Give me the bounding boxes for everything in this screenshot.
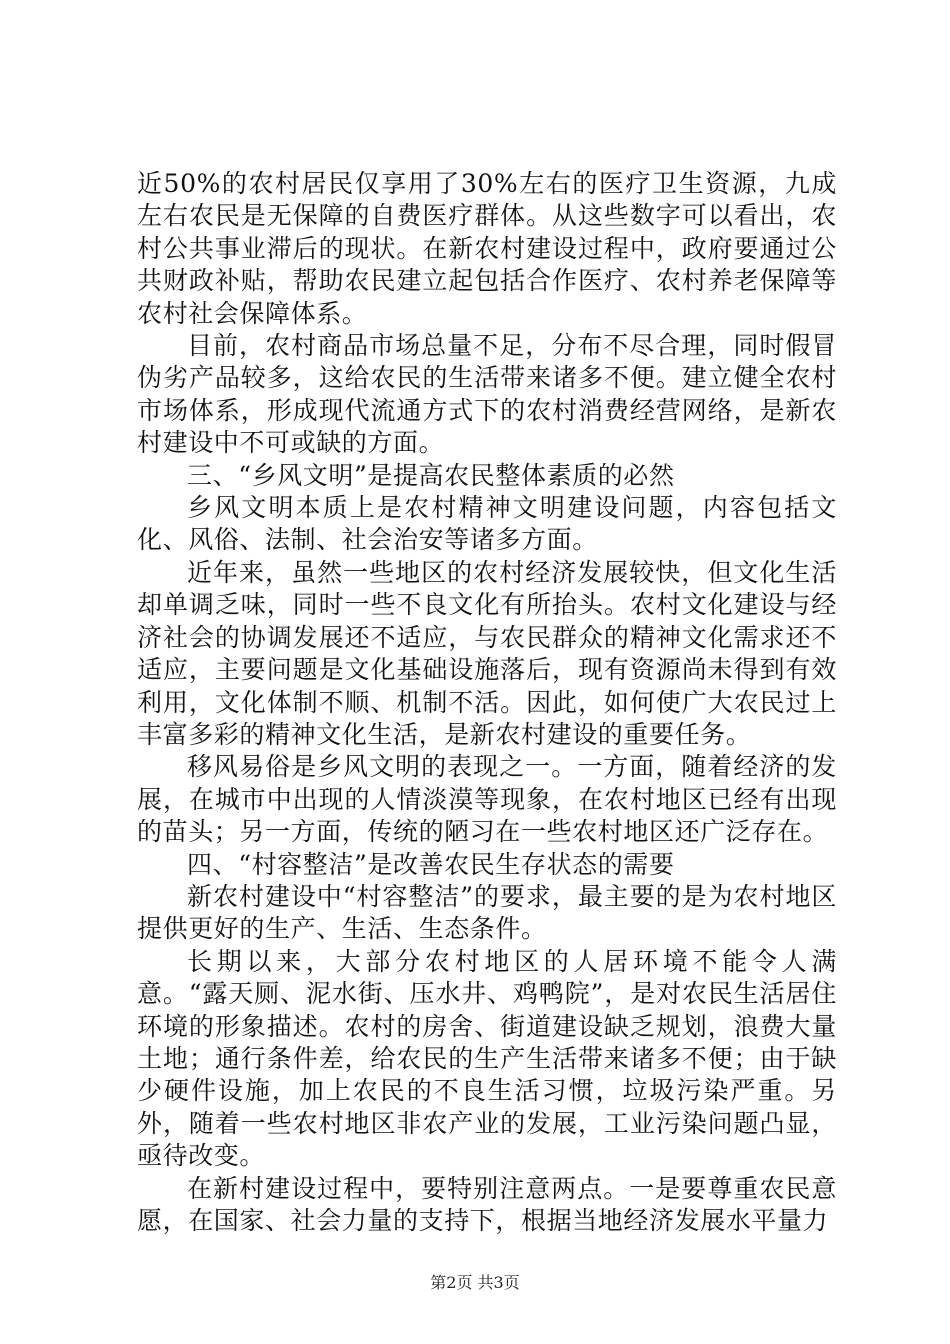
- paragraph-customs: 移风易俗是乡风文明的表现之一。一方面，随着经济的发展，在城市中出现的人情淡漠等现象，在农村地区已经有出现的苗头；另一方面，传统的陋习在一些农村地区还广泛存在。: [137, 752, 837, 847]
- section-heading-three: 三、“乡风文明”是提高农民整体素质的必然: [187, 460, 675, 490]
- paragraph-rural-market: 目前，农村商品市场总量不足，分布不尽合理，同时假冒伪劣产品较多，这给农民的生活带来诸多不便。建立健全农村市场体系，形成现代流通方式下的农村消费经营网络，是新农村建设中不可或缺的方面。: [137, 331, 837, 458]
- document-body: [137, 168, 837, 1237]
- paragraph-living-environment: 长期以来，大部分农村地区的人居环境不能令人满意。“露天厕、泥水街、压水井、鸡鸭院”，是对农民生活居住环境的形象描述。农村的房舍、街道建设缺乏规划，浪费大量土地；通行条件差，给农民的生产生活带来诸多不便；由于缺少硬件设施，加上农民的不良生活习惯，垃圾污染严重。另外，随着一些农村地区非农产业的发展，工业污染问题凸显，亟待改变。: [137, 946, 837, 1171]
- paragraph-continuation: 近50%的农村居民仅享用了30%左右的医疗卫生资源，九成左右农民是无保障的自费医疗群体。从这些数字可以看出，农村公共事业滞后的现状。在新农村建设过程中，政府要通过公共财政补贴，帮助农民建立起包括合作医疗、农村养老保障等农村社会保障体系。: [137, 169, 837, 328]
- paragraph-village-tidiness: 新农村建设中“村容整洁”的要求，最主要的是为农村地区提供更好的生产、生活、生态条件。: [137, 881, 837, 944]
- paragraph-new-village-points: 在新村建设过程中，要特别注意两点。一是要尊重农民意愿，在国家、社会力量的支持下，根据当地经济发展水平量力: [137, 1173, 837, 1235]
- page-footer: 第2页 共3页: [430, 1273, 520, 1292]
- paragraph-cultural-life: 近年来，虽然一些地区的农村经济发展较快，但文化生活却单调乏味，同时一些不良文化有所抬头。农村文化建设与经济社会的协调发展还不适应，与农民群众的精神文化需求还不适应，主要问题是文化基础设施落后，现有资源尚未得到有效利用，文化体制不顺、机制不活。因此，如何使广大农民过上丰富多彩的精神文化生活，是新农村建设的重要任务。: [137, 557, 837, 749]
- paragraph-rural-civility-definition: 乡风文明本质上是农村精神文明建设问题，内容包括文化、风俗、法制、社会治安等诸多方面。: [137, 493, 837, 555]
- section-heading-four: 四、“村容整洁”是改善农民生存状态的需要: [187, 849, 675, 879]
